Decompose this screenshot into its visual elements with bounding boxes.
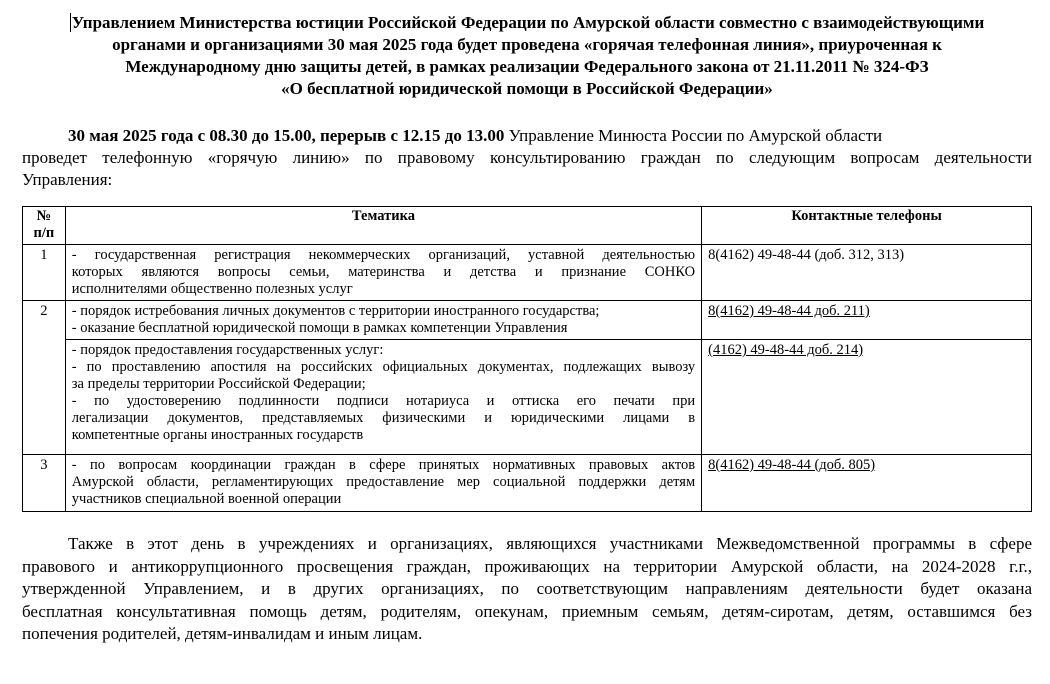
intro-line [22, 125, 1032, 147]
row-phone [702, 340, 1032, 455]
outro-line: бесплатная консультативная помощь детям, родителям, опекунам, приемным семьям, детям-сиротам, детям, оставшимся без [22, 601, 1032, 621]
phone-link[interactable]: 8(4162) 49-48-44 (доб. 805) [708, 457, 876, 473]
closing-paragraph [22, 533, 1032, 646]
title-line: Международному дню защиты детей, в рамках реализации Федерального закона от 21.11.2011 № 324-ФЗ [125, 57, 929, 76]
table-row [23, 455, 1032, 512]
phone-link[interactable]: (4162) 49-48-44 доб. 214) [708, 342, 864, 358]
intro-line: Управления: [22, 170, 113, 189]
row-phone [702, 301, 1032, 340]
row-topic: - государственная регистрация некоммерческих организаций, уставной деятельностью которых являются вопросы семьи, материнства и детства и признание СОНКО исполнителями общественно полезных услуг [65, 245, 701, 301]
title-line: «О бесплатной юридической помощи в Российской Федерации» [281, 79, 773, 98]
row-phone: 8(4162) 49-48-44 (доб. 312, 313) [702, 245, 1032, 301]
row-phone [702, 455, 1032, 512]
row-topic: - порядок предоставления государственных услуг: - по проставлению апостиля на российских официальных документах, подлежащих вывозу за пределы территории Российской Федерации; - по удостоверению подлинности подписи нотариуса и оттиска его печати при легализации документов, представляемых физическими и юридическими лицами в компетентные органы иностранных государств [65, 340, 701, 455]
phone-link[interactable]: 8(4162) 49-48-44 доб. 211) [708, 303, 870, 319]
table-header-row [23, 207, 1032, 245]
text-cursor [70, 13, 71, 32]
hotline-schedule: 30 мая 2025 года с 08.30 до 15.00, перерыв с 12.15 до 13.00 [68, 126, 505, 145]
table-row [23, 340, 1032, 455]
row-number: 2 [23, 301, 66, 455]
header-num: № п/п [23, 207, 66, 245]
header-topic: Тематика [65, 207, 701, 245]
row-number: 3 [23, 455, 66, 512]
outro-line: попечения родителей, детям-инвалидам и иным лицам. [22, 624, 423, 643]
row-topic: - по вопросам координации граждан в сфере принятых нормативных правовых актов Амурской области, регламентирующих предоставление мер социальной поддержки детям участников специальной военной операции [65, 455, 701, 512]
intro-paragraph [22, 125, 1032, 191]
outro-line: Также в этот день в учреждениях и организациях, являющихся участниками Межведомственной программы в сфере [68, 534, 1032, 553]
title-line: Управлением Министерства юстиции Российской Федерации по Амурской области совместно с взаимодействующими [71, 13, 985, 32]
table-row [23, 301, 1032, 340]
header-phone: Контактные телефоны [702, 207, 1032, 245]
intro-text: Управление Минюста России по Амурской области [504, 126, 883, 145]
row-topic: - порядок истребования личных документов с территории иностранного государства; - оказание бесплатной юридической помощи в рамках компетенции Управления [65, 301, 701, 340]
table-row [23, 245, 1032, 301]
intro-line: проведет телефонную «горячую линию» по правовому консультированию граждан по следующим вопросам деятельности [22, 148, 1032, 167]
document-title [22, 12, 1032, 100]
topics-table [22, 206, 1032, 512]
outro-line: утвержденной Управлением, и в других организациях, по соответствующим направлениям деятельности будет оказана [22, 579, 1032, 598]
row-number: 1 [23, 245, 66, 301]
outro-line: правового и антикоррупционного просвещения граждан, проживающих на территории Амурской области, на 2024-2028 г.г., [22, 556, 1032, 576]
title-line: органами и организациями 30 мая 2025 года будет проведена «горячая телефонная линия», приуроченная к [112, 35, 942, 54]
